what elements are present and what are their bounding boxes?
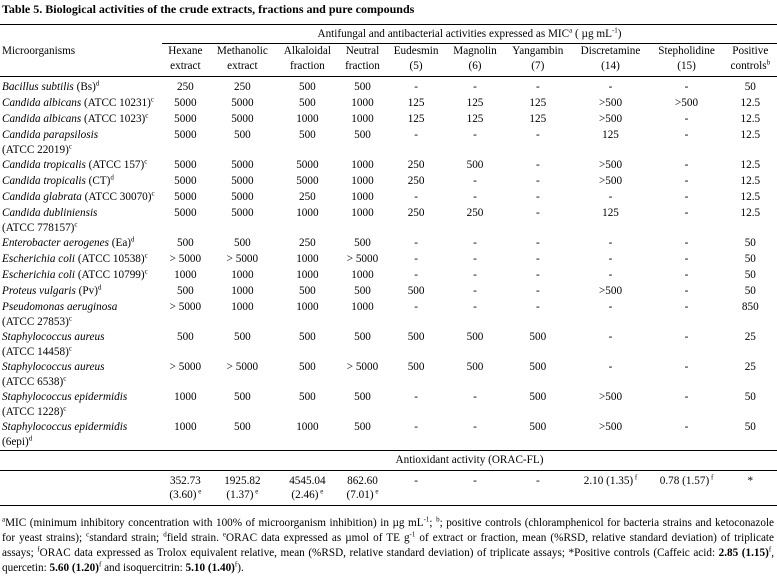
table-cell: - [473, 269, 477, 282]
table-cell: 12.5 [740, 113, 761, 126]
group-header: Antifungal and antibacterial activities expressed as MIC$^a$ ( µg $mL^{-1}$) [162, 25, 777, 44]
table-cell: 500 [466, 159, 484, 172]
antioxidant-cell: 1925.82 (1.37) $^e$ [209, 470, 276, 506]
table-cell: >500 [598, 97, 623, 110]
antioxidant-header-row [0, 451, 777, 470]
antioxidant-cell: - [386, 470, 446, 506]
table-cell: 5000 [231, 113, 254, 126]
table-cell: 125 [466, 113, 484, 126]
table-cell: - [684, 253, 689, 266]
table-cell: 12.5 [740, 129, 761, 142]
table-cell: - [535, 269, 540, 282]
table-cell: - [473, 237, 477, 250]
table-cell: - [535, 175, 540, 188]
table-cell: 500 [176, 237, 194, 250]
table-cell: - [535, 207, 540, 220]
column-header: Neutral fraction [339, 44, 387, 77]
table-cell: 250 [407, 159, 425, 172]
table-cell: 250 [233, 81, 251, 94]
table-cell: 500 [233, 421, 251, 434]
table-cell: > 5000 [346, 253, 379, 266]
table-row [0, 252, 777, 268]
table-cell: 500 [298, 361, 316, 374]
table-cell: >500 [674, 97, 699, 110]
antioxidant-cell: 352.73 (3.60) $^e$ [162, 470, 209, 506]
table-row [0, 158, 777, 174]
table-cell: - [684, 269, 689, 282]
table-cell: - [684, 421, 689, 434]
table-cell: 1000 [174, 269, 197, 282]
table-cell: 5000 [174, 129, 197, 142]
table-cell: 5000 [231, 97, 254, 110]
table-cell: 250 [298, 237, 316, 250]
table-cell: - [684, 175, 689, 188]
table-cell: - [473, 81, 477, 94]
table-cell: - [608, 269, 613, 282]
column-header: Yangambin (7) [504, 44, 571, 77]
table-cell: - [608, 237, 613, 250]
column-header: Alkaloidal fraction [276, 44, 339, 77]
table-caption: Table 5. Biological activities of the crude extracts, fractions and pure compounds [2, 2, 415, 16]
table-row [0, 77, 777, 97]
table-cell: 500 [233, 237, 251, 250]
microorganism-name: Candida tropicalis (CT)$^d$ [2, 173, 114, 188]
table-cell: 1000 [231, 301, 254, 314]
table-cell: - [684, 159, 689, 172]
table-cell: 1000 [296, 207, 319, 220]
table-cell: - [473, 285, 477, 298]
table-cell: 12.5 [740, 159, 761, 172]
table-cell: - [414, 269, 418, 282]
biological-activity-table [0, 24, 777, 506]
table-row [0, 300, 777, 330]
table-cell: - [414, 253, 418, 266]
table-cell: 12.5 [740, 97, 761, 110]
table-row [0, 420, 777, 451]
antioxidant-cell: 2.10 (1.35) $^f$ [572, 470, 650, 506]
column-header: Methanolic extract [209, 44, 276, 77]
column-header: Magnolin (6) [446, 44, 504, 77]
table-cell: 5000 [231, 191, 254, 204]
antioxidant-cell: - [504, 470, 571, 506]
table-cell: 50 [744, 285, 756, 298]
table-cell: 1000 [351, 301, 374, 314]
table-row [0, 236, 777, 252]
microorganism-name: Candida glabrata (ATCC 30070)$^c$ [2, 189, 155, 204]
table-cell: > 5000 [226, 253, 259, 266]
table-cell: 1000 [296, 113, 319, 126]
table-cell: 850 [741, 301, 759, 314]
table-cell: 50 [744, 391, 756, 404]
column-header: Discretamine (14) [572, 44, 650, 77]
table-cell: 125 [529, 97, 547, 110]
table-cell: - [473, 129, 477, 142]
table-cell: - [684, 129, 689, 142]
table-cell: 500 [407, 331, 425, 344]
table-cell: 1000 [351, 97, 374, 110]
table-cell: - [473, 391, 477, 404]
microorganism-name: Pseudomonas aeruginosa (ATCC 27853)$^c$ [2, 301, 118, 328]
table-cell: - [535, 301, 540, 314]
table-cell: 250 [407, 175, 425, 188]
table-cell: 12.5 [740, 175, 761, 188]
table-cell: - [535, 159, 540, 172]
table-cell: 5000 [231, 207, 254, 220]
table-cell: 250 [176, 81, 194, 94]
table-cell: 5000 [296, 175, 319, 188]
table-cell: 500 [354, 237, 371, 250]
table-cell: > 5000 [169, 301, 202, 314]
table-cell: 500 [298, 331, 316, 344]
table-cell: - [684, 81, 689, 94]
table-cell: 500 [233, 391, 251, 404]
table-cell: 5000 [296, 159, 319, 172]
microorganism-name: Enterobacter aerogenes $(Ea)^d$ [2, 235, 135, 250]
table-cell: > 5000 [346, 361, 379, 374]
table-cell: 500 [298, 81, 316, 94]
table-cell: 5000 [174, 207, 197, 220]
microorganism-name: Staphylococcus epidermidis (ATCC 1228)$^c$ [2, 391, 128, 418]
group-header-row [0, 25, 777, 44]
table-cell: - [473, 421, 477, 434]
table-cell: - [473, 175, 477, 188]
table-cell: >500 [598, 175, 623, 188]
table-cell: 500 [298, 129, 316, 142]
table-cell: 5000 [174, 175, 197, 188]
table-cell: - [473, 301, 477, 314]
table-cell: - [535, 191, 540, 204]
table-cell: 500 [529, 331, 547, 344]
antioxidant-cell: 4545.04 (2.46) $^e$ [276, 470, 339, 506]
table-cell: 500 [529, 421, 547, 434]
table-cell: 1000 [351, 269, 374, 282]
table-cell: - [414, 237, 418, 250]
table-cell: - [684, 113, 689, 126]
table-cell: - [414, 391, 418, 404]
table-row [0, 96, 777, 112]
table-cell: 500 [298, 97, 316, 110]
table-cell: 250 [407, 207, 425, 220]
table-cell: - [684, 361, 689, 374]
table-cell: 500 [466, 331, 484, 344]
table-cell: >500 [598, 391, 623, 404]
table-cell: - [535, 253, 540, 266]
table-cell: 125 [466, 97, 484, 110]
table-cell: 125 [407, 97, 425, 110]
table-cell: 500 [354, 331, 371, 344]
table-footnote: $^a$MIC (minimum inhibitory concentration with 100% of microorganism inhibition) in µg $mL^{-1}$; $^b$; positive controls (chloramphenicol for bacteria strains and ketoconazole for yeast strains); $^c$standard strain; $^d$field strain. $^e$ORAC data expressed as µmol of TE $g^{-1}$ of extract or fraction, mean (%RSD, relative standard deviation) of triplicate assays; $^f$ORAC data expressed as Trolox equivalent relative, mean (%RSD, relative standard deviation) of triplicate assays; *Positive controls (Caffeic acid: 2.85 $(1.15)^f$, quercetin: 5.60 $(1.20)^f$ and isoquercitrin: 5.10 $(1.40)^f$). [2, 515, 775, 574]
table-row [0, 112, 777, 128]
microorganism-name: Proteus vulgaris $(Pv)^d$ [2, 283, 102, 298]
table-cell: - [684, 301, 689, 314]
table-cell: 5000 [174, 113, 197, 126]
table-cell: 25 [744, 331, 756, 344]
table-cell: 500 [233, 129, 251, 142]
table-row [0, 190, 777, 206]
table-cell: 125 [602, 207, 619, 220]
antioxidant-values-row [0, 470, 777, 506]
table-cell: - [473, 253, 477, 266]
table-cell: 125 [602, 129, 619, 142]
table-cell: - [608, 253, 613, 266]
table-cell: - [535, 285, 540, 298]
table-cell: - [414, 191, 418, 204]
table-cell: >500 [598, 421, 623, 434]
table-cell: 5000 [231, 159, 254, 172]
microorganism-name: Bacillus subtilis $(Bs)^d$ [2, 79, 100, 94]
microorganism-name: Candida albicans (ATCC 1023)$^c$ [2, 111, 149, 126]
table-cell: 1000 [296, 269, 319, 282]
table-cell: >500 [598, 285, 623, 298]
table-cell: 50 [744, 237, 756, 250]
table-cell: - [608, 331, 613, 344]
table-cell: 500 [466, 361, 484, 374]
table-cell: 12.5 [740, 207, 761, 220]
table-cell: 500 [298, 391, 316, 404]
table-cell: >500 [598, 113, 623, 126]
table-cell: 125 [529, 113, 547, 126]
table-cell: - [414, 129, 418, 142]
table-cell: 1000 [231, 269, 254, 282]
microorganism-name: Candida tropicalis (ATCC 157)$^c$ [2, 157, 148, 172]
table-cell: 500 [176, 331, 194, 344]
table-row [0, 390, 777, 420]
table-cell: 1000 [296, 421, 319, 434]
microorganism-name: Escherichia coli (ATCC 10538)$^c$ [2, 251, 148, 266]
table-cell: 50 [744, 253, 756, 266]
microorganism-name: Escherichia coli (ATCC 10799)$^c$ [2, 267, 148, 282]
table-cell: 500 [354, 81, 371, 94]
column-header: Eudesmin (5) [386, 44, 446, 77]
table-cell: 500 [176, 285, 194, 298]
table-cell: - [684, 331, 689, 344]
table-row [0, 360, 777, 390]
table-cell: 1000 [174, 391, 197, 404]
table-cell: - [535, 237, 540, 250]
antioxidant-cell: - [446, 470, 504, 506]
column-header: Stepholidine (15) [649, 44, 723, 77]
table-cell: - [684, 391, 689, 404]
table-cell: - [473, 191, 477, 204]
table-cell: 500 [529, 391, 547, 404]
column-header-row [0, 44, 777, 77]
table-cell: - [684, 237, 689, 250]
table-cell: - [414, 301, 418, 314]
table-cell: 5000 [174, 159, 197, 172]
microorganisms-header: Microorganisms [0, 44, 162, 77]
table-cell: > 5000 [226, 361, 259, 374]
table-cell: - [684, 191, 689, 204]
microorganism-name: Candida albicans (ATCC 10231)$^c$ [2, 95, 154, 110]
table-cell: 5000 [174, 97, 197, 110]
table-cell: 1000 [296, 301, 319, 314]
table-cell: > 5000 [169, 361, 202, 374]
microorganism-name: Staphylococcus aureus (ATCC 6538)$^c$ [2, 361, 105, 388]
table-cell: 500 [354, 129, 371, 142]
table-cell: 500 [354, 391, 371, 404]
table-cell: 500 [407, 285, 425, 298]
table-cell: 50 [744, 421, 756, 434]
table-row [0, 268, 777, 284]
microorganism-name: Candida parapsilosis (ATCC 22019)$^c$ [2, 129, 99, 156]
table-cell: - [414, 81, 418, 94]
table-cell: 125 [407, 113, 425, 126]
table-cell: 250 [298, 191, 316, 204]
microorganism-name: Candida dubliniensis (ATCC 778157)$^c$ [2, 207, 98, 234]
table-cell: 25 [744, 361, 756, 374]
table-cell: 1000 [351, 207, 374, 220]
table-cell: 5000 [231, 175, 254, 188]
table-row [0, 128, 777, 158]
table-cell: 500 [354, 421, 371, 434]
table-cell: - [535, 81, 540, 94]
table-cell: - [414, 421, 418, 434]
antioxidant-cell: 862.60 (7.01) $^e$ [339, 470, 387, 506]
antioxidant-cell: * [724, 470, 777, 506]
table-row [0, 174, 777, 190]
table-row [0, 284, 777, 300]
table-cell: - [608, 361, 613, 374]
antioxidant-header: Antioxidant activity (ORAC-FL) [162, 451, 777, 470]
table-cell: 5000 [174, 191, 197, 204]
table-row [0, 206, 777, 236]
table-cell: 500 [233, 331, 251, 344]
table-cell: 1000 [174, 421, 197, 434]
table-cell: 500 [298, 285, 316, 298]
microorganism-name: Staphylococcus aureus (ATCC 14458)$^c$ [2, 331, 105, 358]
table-cell: 500 [354, 285, 371, 298]
antioxidant-cell: 0.78 (1.57) $^f$ [649, 470, 723, 506]
table-cell: 250 [466, 207, 484, 220]
table-cell: > 5000 [169, 253, 202, 266]
table-cell: - [608, 81, 613, 94]
table-cell: 500 [407, 361, 425, 374]
column-header: Positive controls$^b$ [724, 44, 777, 77]
table-cell: - [535, 129, 540, 142]
table-cell: 50 [744, 81, 756, 94]
table-cell: 1000 [351, 159, 374, 172]
table-cell: 1000 [351, 113, 374, 126]
table-cell: - [684, 207, 689, 220]
table-cell: - [608, 191, 613, 204]
table-cell: 1000 [296, 253, 319, 266]
microorganism-name: Staphylococcus epidermidis $(6epi)^d$ [2, 421, 128, 448]
table-cell: 1000 [231, 285, 254, 298]
table-cell: 1000 [351, 191, 374, 204]
column-header: Hexane extract [162, 44, 209, 77]
table-cell: 50 [744, 269, 756, 282]
table-cell: >500 [598, 159, 623, 172]
table-cell: 500 [529, 361, 547, 374]
table-cell: - [684, 285, 689, 298]
table-cell: - [608, 301, 613, 314]
table-cell: 1000 [351, 175, 374, 188]
table-cell: 12.5 [740, 191, 761, 204]
table-row [0, 330, 777, 360]
